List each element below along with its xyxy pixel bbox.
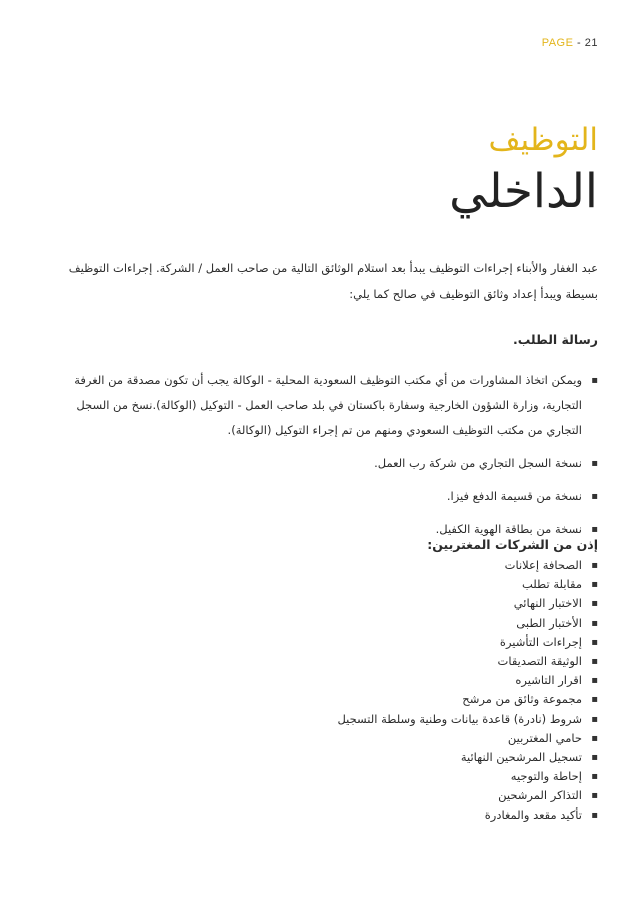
bullet-icon: ▪ — [591, 809, 598, 821]
page-separator: - — [573, 37, 585, 49]
list-item-text: تأكيد مقعد والمغادرة — [484, 807, 582, 822]
list-item-text: الوثيقة التصديقات — [497, 654, 582, 669]
list-item-text: الصحافة إعلانات — [504, 558, 582, 572]
bullet-icon: ▪ — [591, 560, 598, 571]
bullet-icon: ▪ — [591, 458, 598, 469]
bullet-icon: ▪ — [591, 752, 598, 764]
bullet-icon: ▪ — [591, 713, 598, 725]
list-item-text: مجموعة وثائق من مرشح — [462, 692, 582, 707]
list-item-text: تسجيل المرشحين النهائية — [460, 750, 582, 765]
list-item-text: شروط (نادرة) قاعدة بيانات وطنية وسلطة التسجيل — [337, 711, 582, 726]
list-item — [38, 652, 598, 671]
title-line-2: الداخلي — [449, 164, 598, 219]
list-item-text: حامي المغتربين — [507, 730, 582, 745]
list-item-text: إحاطة والتوجيه — [510, 769, 582, 784]
bullet-icon: ▪ — [591, 375, 598, 386]
title-line-1: التوظيف — [488, 122, 598, 158]
list-item — [38, 368, 598, 443]
list-item — [38, 690, 598, 709]
bullet-icon: ▪ — [591, 656, 598, 668]
list-item — [38, 767, 598, 786]
list-item-text: اقرار التاشيره — [515, 673, 582, 688]
bullet-icon: ▪ — [591, 524, 598, 535]
bullet-icon: ▪ — [591, 598, 598, 610]
list-item — [38, 786, 598, 805]
bullet-icon: ▪ — [591, 771, 598, 783]
list-item-text: نسخة من بطاقة الهوية الكفيل. — [435, 522, 582, 536]
page-label: PAGE — [541, 37, 574, 49]
procedure-steps-list — [38, 556, 598, 825]
list-item-text: الأختبار الطبى — [516, 615, 582, 630]
firms-permission-heading: إذن من الشركات المغتربين: — [427, 537, 598, 552]
bullet-icon: ▪ — [591, 694, 598, 706]
list-item-text: نسخة من قسيمة الدفع فيزا. — [446, 489, 582, 503]
list-item-text: التذاكر المرشحين — [498, 788, 582, 803]
list-item — [38, 671, 598, 690]
list-item — [38, 594, 598, 613]
list-item — [38, 484, 598, 509]
list-item — [38, 748, 598, 767]
bullet-icon: ▪ — [591, 732, 598, 744]
list-item-text: ويمكن اتخاذ المشاورات من أي مكتب التوظيف السعودية المحلية - الوكالة يجب أن تكون مصدقة من الغرفة التجارية، وزارة الشؤون الخارجية وسفارة باكستان في بلد صاحب العمل - التوكيل (الوكالة).نسخ من السجل التجاري من مكتب التوظيف السعودي ومنهم من تم إجراء التوكيل (الوكالة). — [74, 373, 582, 437]
list-item — [38, 614, 598, 633]
list-item-text: الاختبار النهائي — [513, 596, 582, 611]
list-item — [38, 710, 598, 729]
required-documents-list — [38, 368, 598, 550]
list-item — [38, 451, 598, 476]
bullet-icon: ▪ — [591, 617, 598, 629]
list-item-text: نسخة السجل التجاري من شركة رب العمل. — [374, 456, 582, 470]
page-number — [542, 37, 598, 49]
bullet-icon: ▪ — [591, 491, 598, 502]
bullet-icon: ▪ — [591, 675, 598, 687]
bullet-icon: ▪ — [591, 579, 598, 591]
list-item — [38, 633, 598, 652]
list-item — [38, 556, 598, 575]
list-item — [38, 729, 598, 748]
list-item-text: إجراءات التأشيرة — [499, 634, 582, 649]
intro-paragraph: عبد الغفار والأبناء إجراءات التوظيف يبدأ بعد استلام الوثائق التالية من صاحب العمل / الشركة. إجراءات التوظيف بسيطة ويبدأ إعداد وثائق التوظيف في صالح كما يلي: — [68, 261, 598, 301]
application-letter-heading: رسالة الطلب. — [512, 332, 598, 347]
list-item — [38, 806, 598, 825]
list-item — [38, 575, 598, 594]
list-item-text: مقابلة تطلب — [521, 577, 582, 592]
page-number-value: 21 — [584, 37, 598, 49]
bullet-icon: ▪ — [591, 636, 598, 648]
bullet-icon: ▪ — [591, 790, 598, 802]
